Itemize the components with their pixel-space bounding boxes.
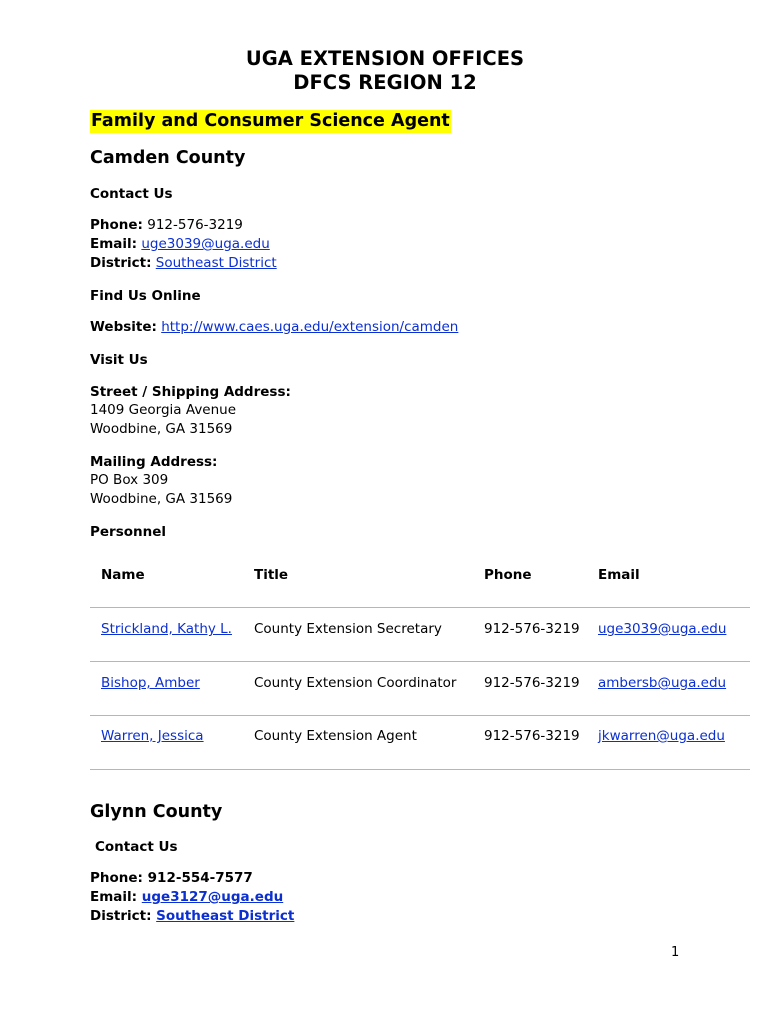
district-label: District: bbox=[90, 908, 152, 924]
camden-online-heading: Find Us Online bbox=[90, 288, 201, 304]
glynn-contact-heading: Contact Us bbox=[95, 839, 178, 855]
camden-email-link[interactable]: uge3039@uga.edu bbox=[141, 236, 270, 252]
personnel-phone: 912-576-3219 bbox=[484, 675, 580, 691]
street-address-line2: Woodbine, GA 31569 bbox=[90, 421, 233, 437]
column-header-title: Title bbox=[254, 567, 289, 583]
table-row-divider bbox=[90, 607, 750, 608]
personnel-title: County Extension Coordinator bbox=[254, 675, 457, 691]
camden-website-line bbox=[90, 318, 458, 337]
personnel-email-link[interactable]: ambersb@uga.edu bbox=[598, 675, 727, 691]
personnel-title: County Extension Secretary bbox=[254, 621, 442, 637]
glynn-phone: 912-554-7577 bbox=[147, 870, 253, 886]
personnel-name-link[interactable]: Bishop, Amber bbox=[101, 675, 200, 691]
glynn-phone-line bbox=[90, 869, 253, 888]
personnel-name-link[interactable]: Warren, Jessica bbox=[101, 728, 204, 744]
glynn-email-link[interactable]: uge3127@uga.edu bbox=[141, 889, 284, 905]
column-header-name: Name bbox=[101, 567, 145, 583]
street-address-line1: 1409 Georgia Avenue bbox=[90, 402, 237, 418]
email-label: Email: bbox=[90, 236, 138, 252]
camden-contact-heading: Contact Us bbox=[90, 186, 173, 202]
personnel-name-link[interactable]: Strickland, Kathy L. bbox=[101, 621, 232, 637]
camden-district-link[interactable]: Southeast District bbox=[155, 255, 277, 271]
camden-email-line bbox=[90, 235, 270, 254]
phone-label: Phone: bbox=[90, 870, 143, 886]
personnel-email-link[interactable]: jkwarren@uga.edu bbox=[598, 728, 725, 744]
agent-heading: Family and Consumer Science Agent bbox=[91, 111, 450, 131]
glynn-district-link[interactable]: Southeast District bbox=[156, 908, 295, 924]
personnel-phone: 912-576-3219 bbox=[484, 728, 580, 744]
table-row-divider bbox=[90, 661, 750, 662]
doc-title-line1: UGA EXTENSION OFFICES bbox=[245, 47, 525, 70]
page-number: 1 bbox=[671, 945, 680, 960]
camden-phone-line bbox=[90, 216, 243, 235]
glynn-county-heading: Glynn County bbox=[90, 802, 223, 822]
camden-website-link[interactable]: http://www.caes.uga.edu/extension/camden bbox=[161, 319, 459, 335]
phone-label: Phone: bbox=[90, 217, 143, 233]
website-label: Website: bbox=[90, 319, 157, 335]
mailing-address-line1: PO Box 309 bbox=[90, 472, 169, 488]
mailing-address-label: Mailing Address: bbox=[90, 454, 218, 470]
personnel-heading: Personnel bbox=[90, 524, 167, 540]
doc-title-line2: DFCS REGION 12 bbox=[293, 71, 477, 94]
camden-county-heading: Camden County bbox=[90, 148, 246, 168]
column-header-phone: Phone bbox=[484, 567, 532, 583]
glynn-district-line bbox=[90, 907, 294, 926]
camden-phone: 912-576-3219 bbox=[147, 217, 243, 233]
personnel-phone: 912-576-3219 bbox=[484, 621, 580, 637]
personnel-title: County Extension Agent bbox=[254, 728, 417, 744]
camden-visit-heading: Visit Us bbox=[90, 352, 148, 368]
district-label: District: bbox=[90, 255, 152, 271]
email-label: Email: bbox=[90, 889, 138, 905]
mailing-address-line2: Woodbine, GA 31569 bbox=[90, 491, 233, 507]
table-row-divider bbox=[90, 715, 750, 716]
camden-district-line bbox=[90, 254, 277, 273]
column-header-email: Email bbox=[598, 567, 640, 583]
table-bottom-rule bbox=[90, 769, 750, 770]
glynn-email-line bbox=[90, 888, 283, 907]
personnel-email-link[interactable]: uge3039@uga.edu bbox=[598, 621, 727, 637]
street-address-label: Street / Shipping Address: bbox=[90, 384, 291, 400]
